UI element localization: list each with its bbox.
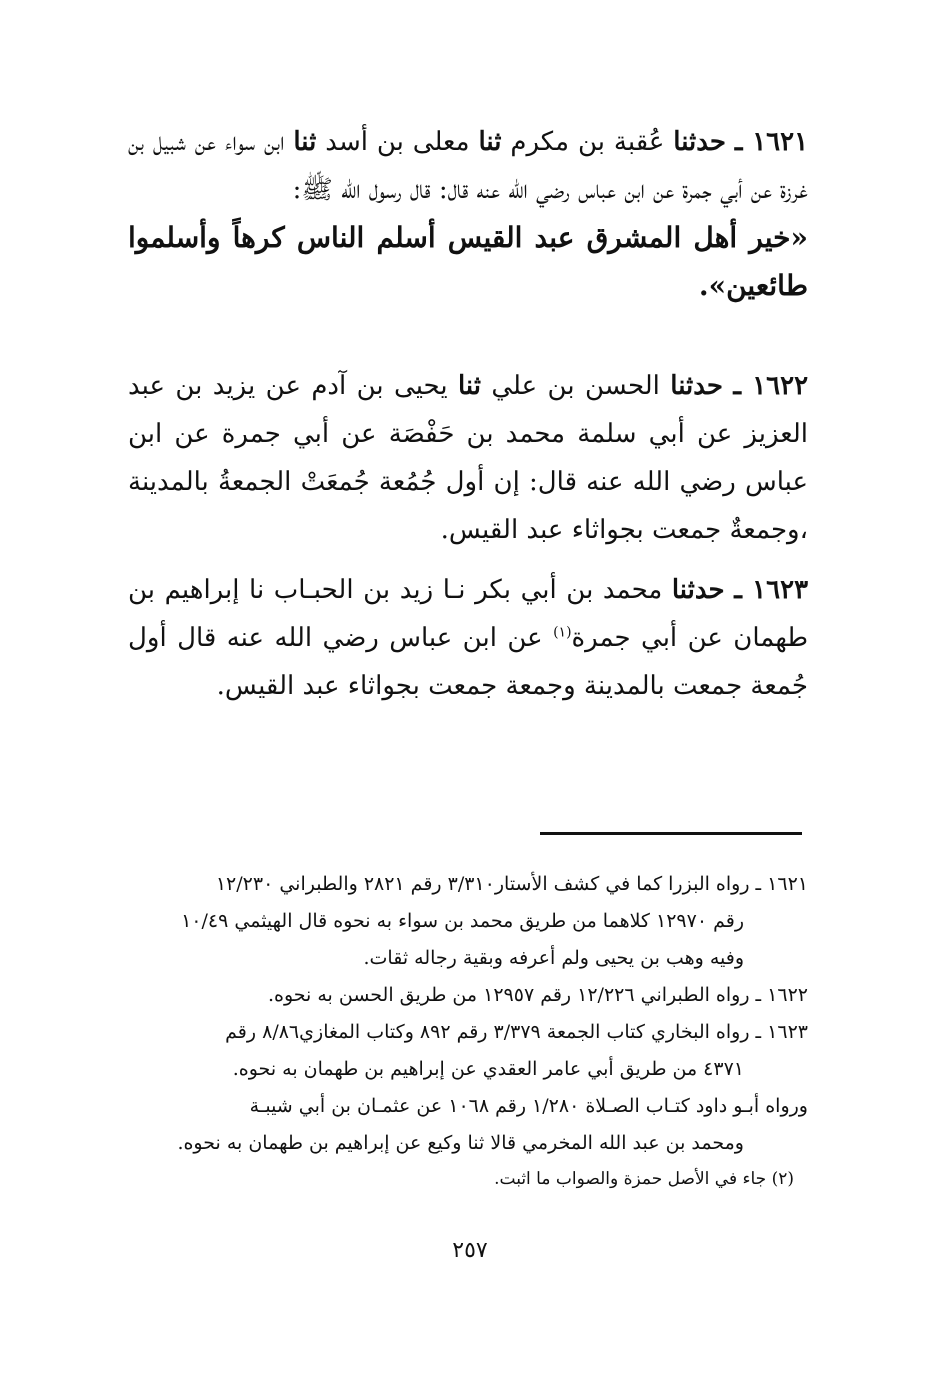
hadith-1622-text (128, 362, 808, 554)
hadith-text: الحسن بن علي (491, 371, 660, 401)
footnote-note: (٢) جاء في الأصل حمزة والصواب ما اثبت. (494, 1169, 794, 1189)
hadith-1621-isnad (128, 118, 808, 214)
hadith-1622 (128, 362, 808, 554)
hadith-1621 (128, 118, 808, 310)
page-number: ٢٥٧ (452, 1238, 488, 1263)
hadith-1623-text (128, 566, 808, 710)
footnote-1623-line: ١٦٢٣ ـ رواه البخاري كتاب الجمعة ٣/٣٧٩ رقم ٨٩٢ وكتاب المغازي٨/٨٦ رقم (225, 1021, 808, 1043)
footnote-1623-line: ومحمد بن عبد الله المخرمي قالا ثنا وكيع عن إبراهيم بن طهمان به نحوه. (177, 1132, 744, 1154)
hadith-text: يحيى بن آدم عن يزيد بن عبد العزيز عن أبي سلمة محمد بن حَفْصَة عن أبي جمرة عن ابن عباس رضي الله عنه قال: إن أول جُمُعة جُمعَتْ الجمعةُ بالمدينة ،وجمعةٌ جمعت بجواثاء عبد القيس. (128, 371, 808, 545)
footnote-1621-line: رقم ١٢٩٧٠ كلاهما من طريق محمد بن سواء به نحوه قال الهيثمي ١٠/٤٩ (181, 910, 744, 932)
hadith-text: محمد بن أبي بكر نـا زيد بن الحبـاب نا إبراهيم بن طهمان عن أبي جمرة (128, 575, 809, 653)
footnote-marker: (١) (553, 624, 572, 641)
footnote-1623-line: ٤٣٧١ من طريق أبي عامر العقدي عن إبراهيم بن طهمان به نحوه. (232, 1058, 744, 1080)
hadith-number: ١٦٢١ ـ (734, 127, 809, 157)
hadith-text: معلى بن أسد (325, 127, 470, 157)
footnote-1622-line: ١٦٢٢ ـ رواه الطبراني ١٢/٢٢٦ رقم ١٢٩٥٧ من طريق الحسن به نحوه. (267, 984, 808, 1006)
hadith-1623 (128, 566, 808, 710)
footnote-separator (540, 832, 802, 835)
hadith-1621-matn: «خير أهل المشرق عبد القيس أسلم الناس كرهاً وأسلموا طائعين». (128, 221, 808, 302)
hadith-lead-word: حدثنا (670, 371, 724, 401)
hadith-text: عُقبة بن مكرم (510, 127, 665, 157)
hadith-thana: ثنا (457, 371, 481, 401)
footnotes (128, 866, 808, 1196)
hadith-number: ١٦٢٣ ـ (734, 575, 809, 605)
hadith-thana: ثنا (293, 127, 317, 157)
hadith-lead-word: حدثنا (671, 575, 725, 605)
footnote-1621-line: ١٦٢١ ـ رواه البزرا كما في كشف الأستار٣/٣١٠ رقم ٢٨٢١ والطبراني ١٢/٢٣٠ (215, 873, 808, 895)
hadith-text: عن ابن عباس رضي الله عنه قال أول جُمعة جمعت بالمدينة وجمعة جمعت بجواثاء عبد القيس. (128, 623, 808, 701)
footnote-1623-line: ورواه أبـو داود كتـاب الصـلاة ١/٢٨٠ رقم ١٠٦٨ عن عثمـان بن أبي شيبـة (249, 1095, 808, 1117)
hadith-lead-word: حدثنا (673, 127, 726, 157)
hadith-thana: ثنا (478, 127, 502, 157)
hadith-number: ١٦٢٢ ـ (733, 371, 809, 401)
footnote-1621-line: وفيه وهب بن يحيى ولم أعرفه وبقية رجاله ثقات. (363, 947, 744, 969)
hadith-text: ابن سواء عن شبيل بن غرزة عن أبي جمرة عن ابن عباس رضي الله عنه قال: قال رسول الله ﷺ: (128, 127, 808, 205)
